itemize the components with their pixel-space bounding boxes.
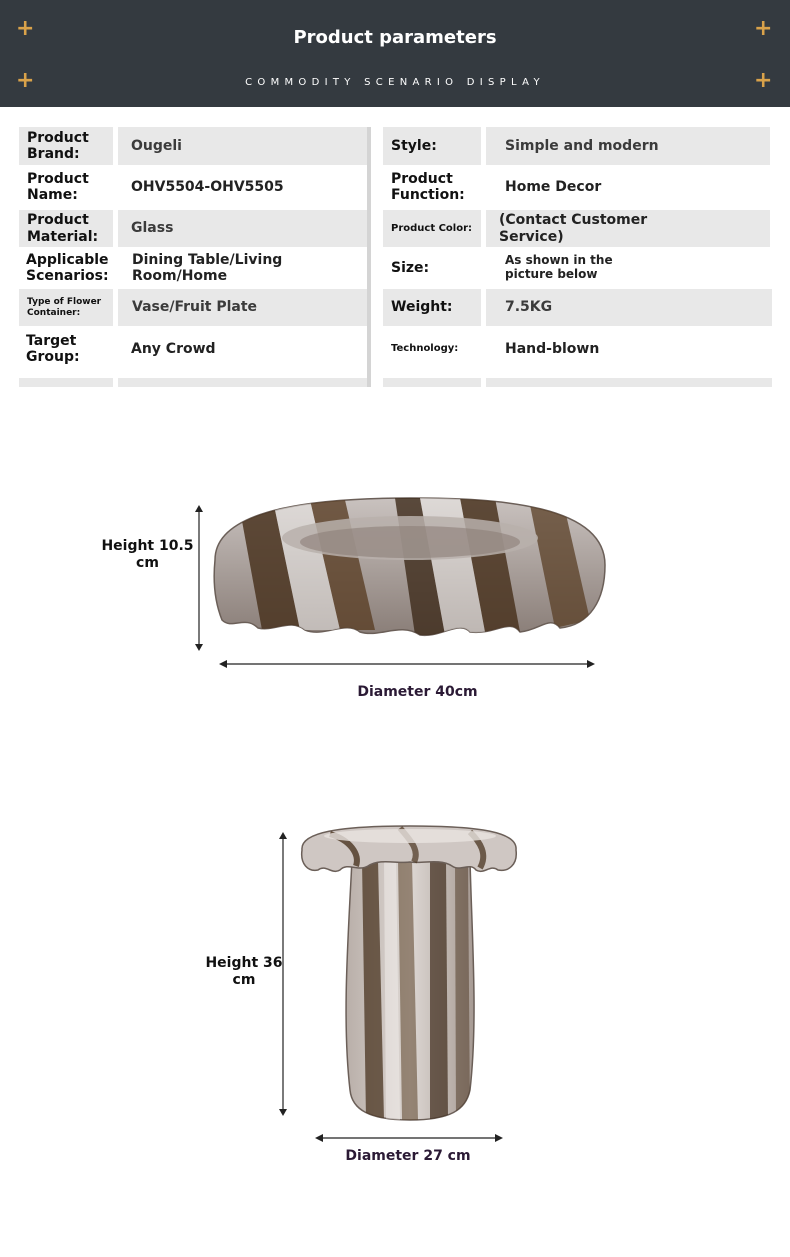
value-product-function: Home Decor xyxy=(505,178,602,195)
label-product-material: Product Material: xyxy=(19,210,113,247)
value-product-color: (Contact Customer Service) xyxy=(486,210,656,247)
plus-icon: + xyxy=(754,16,773,41)
fruit-plate-figure xyxy=(0,480,790,720)
label-product-function: Product Function: xyxy=(391,170,465,203)
value-target-group: Any Crowd xyxy=(131,340,216,357)
empty-row xyxy=(19,378,113,387)
vase-height-label: Height 36 cm xyxy=(205,955,283,988)
parameter-table xyxy=(0,0,790,400)
vase-figure xyxy=(0,820,790,1180)
value-size: As shown in the picture below xyxy=(505,253,613,281)
vase-image xyxy=(0,820,790,1180)
label-applicable-scenarios: Applicable Scenarios: xyxy=(26,251,109,284)
page-subtitle: COMMODITY SCENARIO DISPLAY xyxy=(245,77,545,88)
label-size: Size: xyxy=(391,259,430,276)
label-product-name: Product Name: xyxy=(27,170,89,203)
value-weight: 7.5KG xyxy=(486,289,772,326)
height-arrow-icon xyxy=(192,505,206,651)
diameter-arrow-icon xyxy=(219,658,595,670)
empty-row xyxy=(486,378,772,387)
value-container-type: Vase/Fruit Plate xyxy=(118,289,367,326)
plus-icon: + xyxy=(754,68,773,93)
row-shade-fill xyxy=(656,210,770,247)
empty-row xyxy=(118,378,367,387)
label-product-brand: Product Brand: xyxy=(19,127,113,165)
label-product-color: Product Color: xyxy=(383,210,481,247)
label-container-type: Type of Flower Container: xyxy=(19,289,113,326)
diameter-arrow-icon xyxy=(315,1132,503,1144)
value-style: Simple and modern xyxy=(486,127,770,165)
empty-row xyxy=(383,378,481,387)
value-applicable-scenarios: Dining Table/Living Room/Home xyxy=(132,251,283,284)
plus-icon: + xyxy=(16,68,35,93)
value-product-brand: Ougeli xyxy=(118,127,367,165)
page-title: Product parameters xyxy=(293,27,497,48)
vase-diameter-label: Diameter 27 cm xyxy=(345,1148,471,1164)
label-target-group: Target Group: xyxy=(26,332,80,365)
label-technology: Technology: xyxy=(391,343,459,355)
label-weight: Weight: xyxy=(383,289,481,326)
label-style: Style: xyxy=(383,127,481,165)
value-product-material: Glass xyxy=(118,210,367,247)
table-divider xyxy=(367,127,371,387)
value-technology: Hand-blown xyxy=(505,340,600,357)
plate-diameter-label: Diameter 40cm xyxy=(357,684,478,700)
plate-height-label: Height 10.5 cm xyxy=(101,538,194,571)
plus-icon: + xyxy=(16,16,35,41)
value-product-name: OHV5504-OHV5505 xyxy=(131,178,284,195)
